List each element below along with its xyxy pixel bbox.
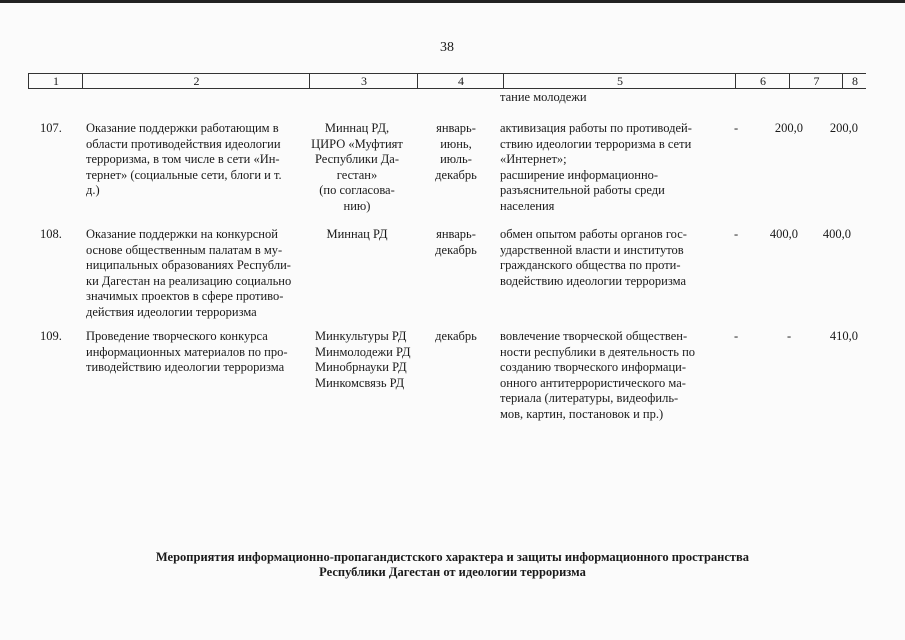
row-col8-value: 410,0 <box>829 329 858 343</box>
section-title: Мероприятия информационно-пропагандистского характера и защиты информационного пространства Республики Дагестан от идеологии терроризма <box>155 550 750 579</box>
row-executor: Миннац РД <box>326 227 388 241</box>
header-col-8: 8 <box>842 74 867 88</box>
row-number: 107. <box>40 121 62 135</box>
header-col-3: 3 <box>309 74 418 88</box>
row-col8-value: 200,0 <box>829 121 858 135</box>
page-number: 38 <box>440 40 454 55</box>
row-description: Оказание поддержки на конкурсной основе общественным палатам в му- ниципальных образованиях Республи- ки Дагестан на реализацию социально значимых проектов в сфере противо- действия идеологии терроризма <box>86 227 292 319</box>
row-col8-value: 400,0 <box>822 227 851 241</box>
row-col7-value: 200,0 <box>774 121 803 135</box>
header-col-5: 5 <box>503 74 736 88</box>
row-number: 109. <box>40 329 62 343</box>
row-description: Проведение творческого конкурса информационных материалов по про- тиводействию идеологии терроризма <box>86 329 288 374</box>
header-col-6: 6 <box>735 74 790 88</box>
header-col-1: 1 <box>28 74 83 88</box>
row-col6-value: - <box>734 121 739 135</box>
header-col-7: 7 <box>789 74 843 88</box>
row-col6-value: - <box>734 329 739 343</box>
row-col7-value: 400,0 <box>769 227 798 241</box>
row-executor: Миннац РД, ЦИРО «Муфтият Республики Да- гестан» (по согласова- нию) <box>311 121 403 213</box>
row-col7-value: - <box>787 329 792 343</box>
carryover-text: тание молодежи <box>500 90 587 104</box>
row-term: декабрь <box>435 329 477 343</box>
row-result: обмен опытом работы органов гос- ударственной власти и институтов гражданского общества по проти- водействию идеологии терроризма <box>500 227 687 288</box>
row-term: январь- декабрь <box>435 227 477 257</box>
scan-top-edge <box>0 0 905 3</box>
row-result: активизация работы по противодей- ствию идеологии терроризма в сети «Интернет»; расширение информационно- разъяснительной работы среди населения <box>500 121 692 213</box>
row-term: январь- июнь, июль- декабрь <box>435 121 477 182</box>
table-header-row <box>28 73 866 89</box>
row-result: вовлечение творческой обществен- ности республики в деятельность по созданию творческого информаци- онного антитеррористического ма- териала (литературы, видеофиль- мов, картин, постановок и пр.) <box>500 329 696 421</box>
header-col-2: 2 <box>82 74 310 88</box>
row-description: Оказание поддержки работающим в области противодействия идеологии терроризма, в том числе в сети «Ин- тернет» (социальные сети, блоги и т. д.) <box>86 121 282 197</box>
row-executor: Минкультуры РД Минмолодежи РД Минобрнауки РД Минкомсвязь РД <box>315 329 411 390</box>
row-col6-value: - <box>734 227 739 241</box>
row-number: 108. <box>40 227 62 241</box>
header-col-4: 4 <box>417 74 504 88</box>
